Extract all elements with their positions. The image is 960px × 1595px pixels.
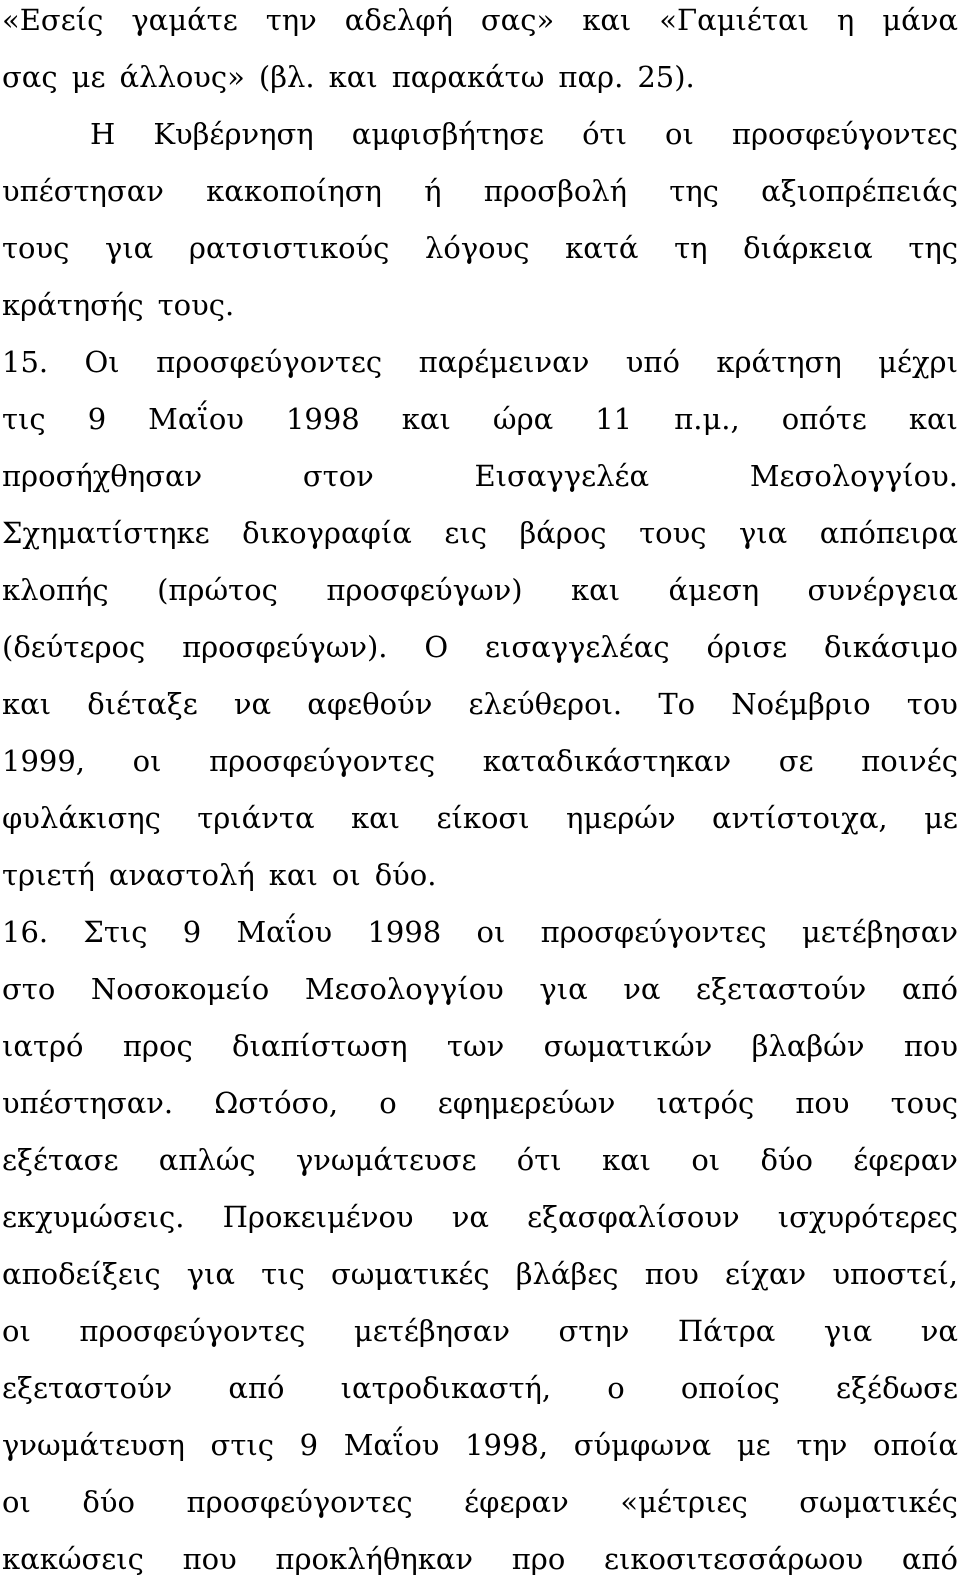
word: οποία (873, 1428, 958, 1462)
word: τις (261, 1257, 305, 1291)
word: και (582, 3, 632, 37)
word: Το (658, 687, 696, 721)
word: κακοποίηση (206, 174, 382, 208)
word: που (644, 1257, 699, 1291)
word: δικογραφία (242, 516, 412, 550)
word: γαμάτε (131, 3, 238, 37)
word: εξεταστούν (2, 1371, 173, 1405)
word: να (623, 972, 661, 1006)
word: διαπίστωση (232, 1029, 408, 1063)
word: 1998 (367, 915, 442, 949)
word: παρακάτω (391, 60, 545, 94)
word: είχαν (724, 1257, 807, 1291)
word: τους (639, 516, 707, 550)
word: οπότε (781, 402, 867, 436)
word: ελεύθεροι. (468, 687, 623, 721)
word: προσφεύγοντες (540, 915, 767, 949)
text-line (2, 1368, 958, 1408)
word: τη (674, 231, 708, 265)
word: με (736, 1428, 771, 1462)
word: που (182, 1542, 237, 1576)
word: να (233, 687, 272, 721)
text-line (2, 1197, 958, 1237)
word: όρισε (706, 630, 788, 664)
word: στην (558, 1314, 630, 1348)
word: προσφεύγων). (182, 630, 388, 664)
word: αξιοπρέπειάς (761, 174, 958, 208)
word: καταδικάστηκαν (482, 744, 732, 778)
text-line (2, 1026, 958, 1066)
text-line (2, 627, 958, 667)
word: οι (331, 858, 361, 892)
word: κράτηση (716, 345, 842, 379)
word: και (401, 402, 451, 436)
word: ή (424, 174, 442, 208)
word: Σχηματίστηκε (2, 516, 210, 550)
word: βλάβες (515, 1257, 619, 1291)
word: ημερών (566, 801, 676, 835)
text-line (2, 342, 958, 382)
word: για (104, 231, 154, 265)
word: προσφεύγοντες (186, 1485, 413, 1519)
word: παρ. (558, 60, 624, 94)
word: να (920, 1314, 958, 1348)
word: γνωμάτευση (2, 1428, 185, 1462)
word: τις (2, 402, 46, 436)
word: για (823, 1314, 873, 1348)
word: που (795, 1086, 850, 1120)
word: να (451, 1200, 489, 1234)
word: και (2, 687, 52, 721)
word: οι (132, 744, 162, 778)
word: οι (691, 1143, 721, 1177)
word: δικάσιμο (823, 630, 958, 664)
word: η (836, 3, 855, 37)
text-line (2, 969, 958, 1009)
word: ρατσιστικούς (188, 231, 390, 265)
word: «Εσείς (2, 3, 104, 37)
word: αμφισβήτησε (351, 117, 545, 151)
word: αδελφή (344, 3, 453, 37)
word: τριετή (2, 858, 95, 892)
word: οποίος (680, 1371, 780, 1405)
word: Εισαγγελέα (474, 459, 650, 493)
word: προσφεύγοντες (731, 117, 958, 151)
word: Πάτρα (677, 1314, 776, 1348)
word: προσφεύγοντες (79, 1314, 306, 1348)
word: ότι (516, 1143, 562, 1177)
word: σας (2, 60, 58, 94)
word: παρέμειναν (418, 345, 590, 379)
word: προσφεύγων) (326, 573, 523, 607)
word: για (186, 1257, 236, 1291)
text-line (2, 1140, 958, 1180)
word: εξεταστούν (696, 972, 867, 1006)
text-line (2, 684, 958, 724)
word: «μέτριες (620, 1485, 748, 1519)
word: λόγους (425, 231, 530, 265)
word: 9 (299, 1428, 319, 1462)
word: γνωμάτευσε (295, 1143, 477, 1177)
word: τριάντα (197, 801, 315, 835)
word: εικοσιτεσσάρωου (603, 1542, 864, 1576)
word: ισχυρότερες (777, 1200, 958, 1234)
word: (δεύτερος (2, 630, 146, 664)
word: προς (122, 1029, 193, 1063)
word: ο (607, 1371, 625, 1405)
word: για (539, 972, 588, 1006)
word: «Γαμιέται (659, 3, 809, 37)
word: ιατρό (2, 1029, 84, 1063)
text-line (2, 228, 958, 268)
word: 11 (595, 402, 633, 436)
word: ιατροδικαστή, (340, 1371, 552, 1405)
word: Στις (83, 915, 148, 949)
word: 25). (637, 60, 695, 94)
word: Μαΐου (148, 402, 244, 436)
text-line (2, 912, 958, 952)
word: Μεσολογγίου. (749, 459, 958, 493)
word: 1999, (2, 744, 86, 778)
word: από (228, 1371, 285, 1405)
word: εξέτασε (2, 1143, 119, 1177)
word: Ωστόσο, (214, 1086, 339, 1120)
word: κατά (565, 231, 639, 265)
word: ότι (582, 117, 627, 151)
word: (βλ. (258, 60, 315, 94)
word: την (265, 3, 317, 37)
word: του (906, 687, 958, 721)
word: διέταξε (87, 687, 198, 721)
text-line (2, 1539, 958, 1579)
word: σε (778, 744, 814, 778)
word: διάρκεια (743, 231, 873, 265)
word: και (350, 801, 401, 835)
word: οι (2, 1485, 31, 1519)
word: Μαΐου (236, 915, 333, 949)
word: στις (210, 1428, 274, 1462)
text-line (2, 399, 958, 439)
text-line (2, 570, 958, 610)
word: προσβολή (483, 174, 628, 208)
word: συνέργεια (807, 573, 958, 607)
word: κράτησής (2, 288, 144, 322)
word: 9 (182, 915, 202, 949)
word: Η (90, 117, 116, 151)
word: με (924, 801, 958, 835)
text-line (2, 456, 958, 496)
word: για (738, 516, 788, 550)
word: φυλάκισης (2, 801, 161, 835)
word: υπέστησαν. (2, 1086, 174, 1120)
word: εκχυμώσεις. (2, 1200, 185, 1234)
word: της (669, 174, 719, 208)
word: κακώσεις (2, 1542, 144, 1576)
word: ποινές (861, 744, 958, 778)
word: εφημερεύων (437, 1086, 616, 1120)
word: απλώς (158, 1143, 256, 1177)
word: προκλήθηκαν (275, 1542, 474, 1576)
word: στο (2, 972, 56, 1006)
word: υπέστησαν (2, 174, 164, 208)
word: εξέδωσε (836, 1371, 958, 1405)
word: οι (476, 915, 506, 949)
text-line (2, 0, 958, 40)
word: μετέβησαν (353, 1314, 510, 1348)
text-line (2, 1482, 958, 1522)
word: τους (2, 231, 70, 265)
text-line (2, 171, 958, 211)
word: σας» (480, 3, 555, 37)
word: 16. (2, 915, 49, 949)
word: δύο. (374, 858, 437, 892)
text-line (2, 798, 958, 838)
word: μετέβησαν (801, 915, 958, 949)
word: έφεραν (853, 1143, 958, 1177)
word: αποδείξεις (2, 1257, 161, 1291)
text-line (2, 1425, 958, 1465)
word: προσφεύγοντες (209, 744, 436, 778)
word: τους (890, 1086, 958, 1120)
text-line (2, 741, 958, 781)
word: μάνα (882, 3, 958, 37)
word: που (903, 1029, 958, 1063)
word: αντίστοιχα, (711, 801, 888, 835)
text-line (2, 855, 958, 895)
word: π.μ., (674, 402, 740, 436)
word: Προκειμένου (222, 1200, 414, 1234)
word: εις (444, 516, 487, 550)
text-line (2, 513, 958, 553)
word: δύο (82, 1485, 135, 1519)
word: και (328, 60, 378, 94)
word: υπό (625, 345, 680, 379)
word: οι (665, 117, 694, 151)
word: απόπειρα (819, 516, 958, 550)
word: μέχρι (878, 345, 958, 379)
word: 9 (87, 402, 107, 436)
text-line (2, 1311, 958, 1351)
word: κλοπής (2, 573, 109, 607)
text-line (2, 1083, 958, 1123)
word: Μαΐου (343, 1428, 440, 1462)
word: στον (302, 459, 374, 493)
word: Κυβέρνηση (153, 117, 314, 151)
word: προσήχθησαν (2, 459, 203, 493)
word: σύμφωνα (573, 1428, 712, 1462)
word: την (796, 1428, 848, 1462)
word: είκοσι (436, 801, 530, 835)
word: της (908, 231, 958, 265)
word: οι (2, 1314, 31, 1348)
word: (πρώτος (157, 573, 278, 607)
word: βάρος (519, 516, 607, 550)
word: ιατρός (656, 1086, 755, 1120)
word: Νοέμβριο (731, 687, 871, 721)
word: τους. (157, 288, 235, 322)
word: εξασφαλίσουν (527, 1200, 740, 1234)
word: ο (379, 1086, 397, 1120)
word: δύο (760, 1143, 814, 1177)
text-line (90, 114, 958, 154)
word: σωματικές (799, 1485, 958, 1519)
word: βλαβών (751, 1029, 865, 1063)
word: σωματικές (330, 1257, 490, 1291)
word: και (268, 858, 318, 892)
word: 1998 (285, 402, 360, 436)
word: άλλους» (119, 60, 245, 94)
word: Ο (424, 630, 449, 664)
word: υποστεί, (832, 1257, 958, 1291)
word: εισαγγελέας (484, 630, 670, 664)
word: Οι (84, 345, 120, 379)
word: ώρα (492, 402, 554, 436)
word: από (901, 1542, 958, 1576)
text-line (2, 1254, 958, 1294)
word: και (601, 1143, 652, 1177)
word: και (908, 402, 958, 436)
word: αναστολή (108, 858, 255, 892)
word: 15. (2, 345, 49, 379)
word: αφεθούν (307, 687, 433, 721)
word: από (901, 972, 958, 1006)
word: Μεσολογγίου (304, 972, 504, 1006)
word: προσφεύγοντες (156, 345, 383, 379)
word: και (570, 573, 621, 607)
word: Νοσοκομείο (90, 972, 270, 1006)
text-line (2, 57, 958, 97)
word: των (446, 1029, 505, 1063)
word: έφεραν (464, 1485, 569, 1519)
word: 1998, (465, 1428, 549, 1462)
word: άμεση (668, 573, 760, 607)
word: σωματικών (543, 1029, 713, 1063)
word: προ (511, 1542, 566, 1576)
word: με (71, 60, 106, 94)
text-line (2, 285, 958, 325)
